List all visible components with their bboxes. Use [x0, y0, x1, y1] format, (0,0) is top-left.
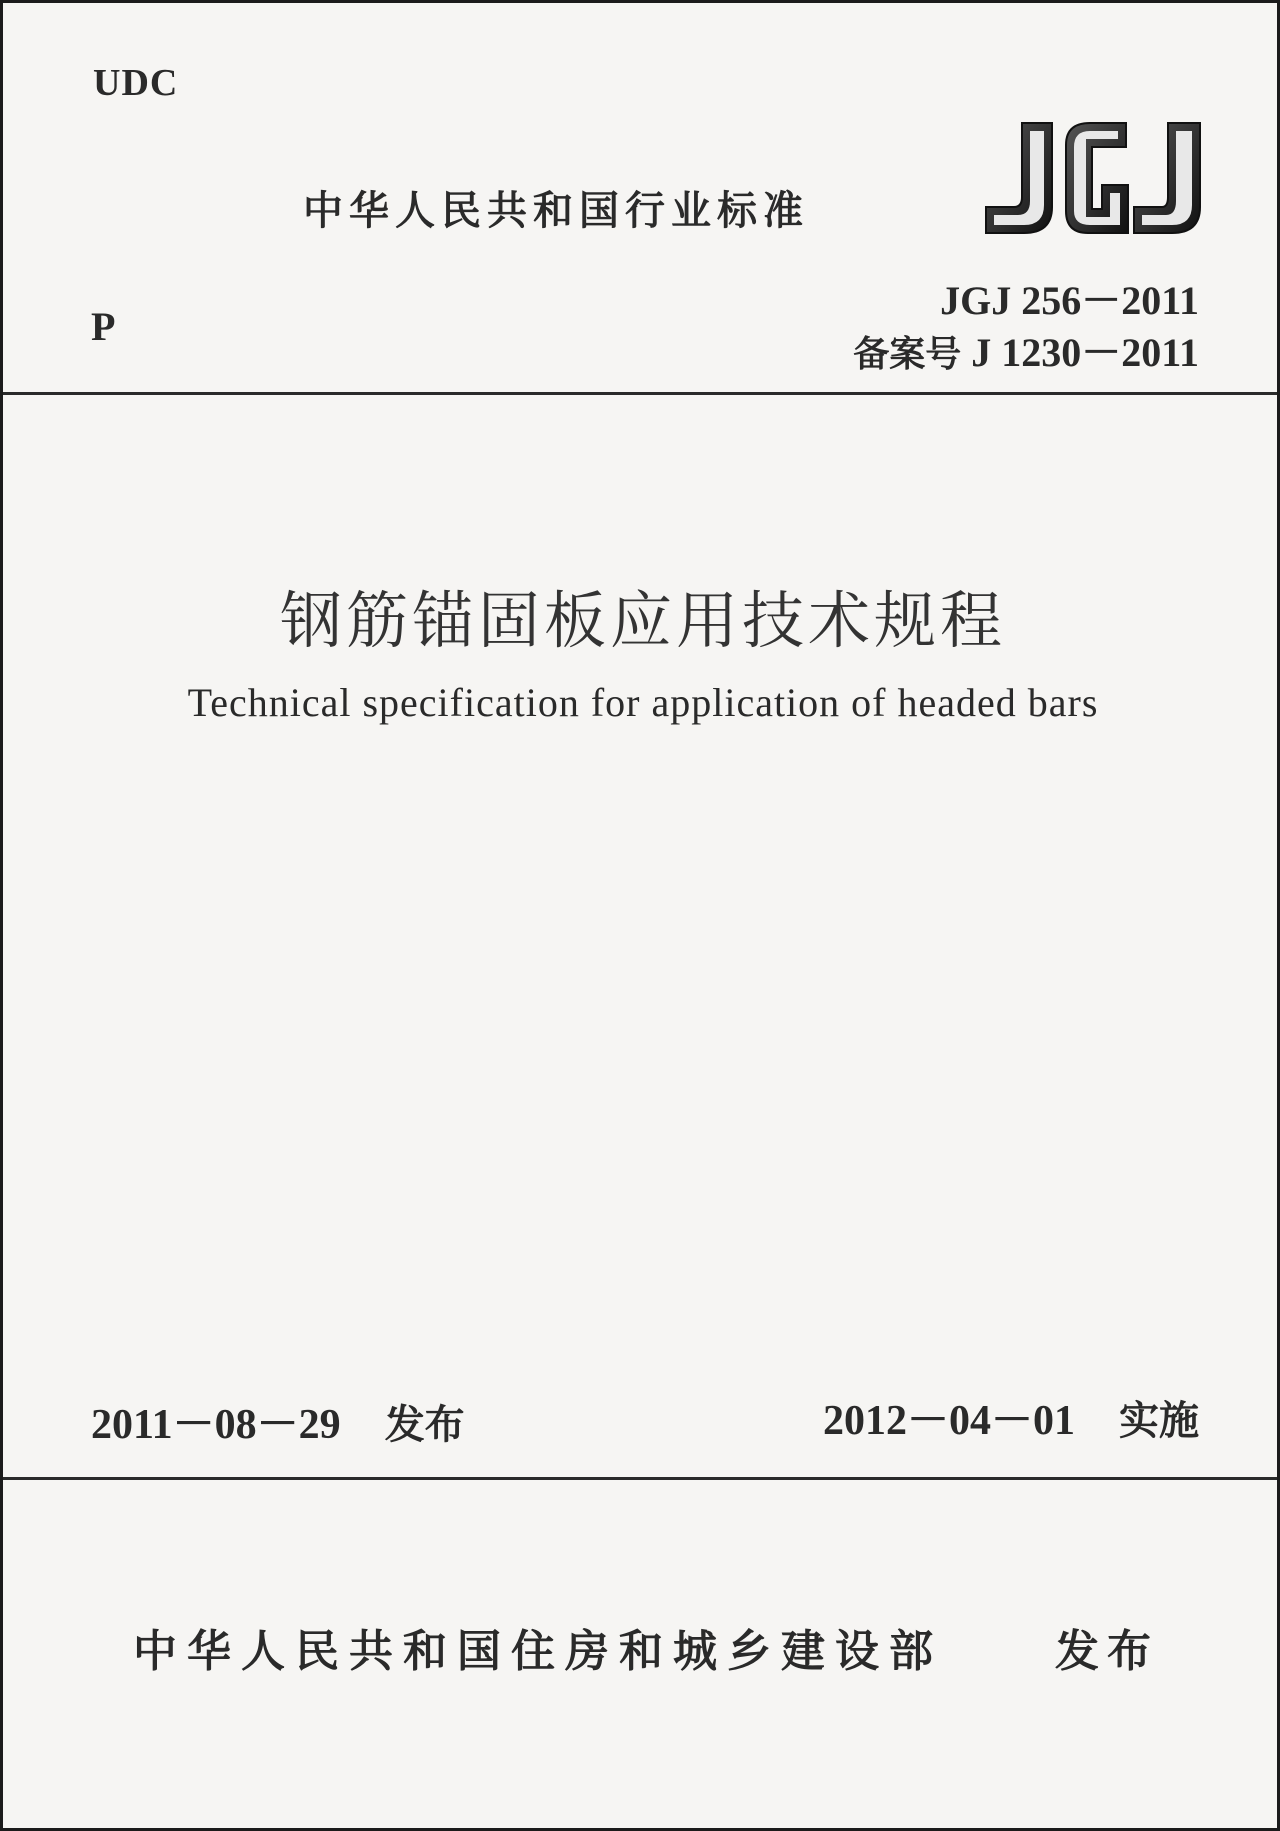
top-divider [3, 392, 1277, 395]
implementation-date-line [823, 1387, 1199, 1447]
record-label: 备案号 [853, 334, 962, 375]
issue-word: 发布 [384, 1402, 465, 1448]
bottom-divider [3, 1477, 1277, 1480]
udc-label: UDC [93, 62, 179, 104]
standard-number: JGJ 256－2011 [940, 278, 1199, 323]
issue-date-line [91, 1391, 465, 1451]
industry-standard-heading: 中华人民共和国行业标准 [303, 188, 809, 234]
publisher-action: 发布 [1055, 1626, 1159, 1677]
record-number-value: J 1230－2011 [971, 330, 1199, 375]
document-title-chinese: 钢筋锚固板应用技术规程 [279, 584, 1006, 657]
implementation-date: 2012－04－01 [822, 1398, 1075, 1444]
implementation-word: 实施 [1119, 1398, 1199, 1444]
jgj-logo [978, 115, 1210, 243]
issue-date: 2011－08－29 [91, 1402, 341, 1448]
record-number [853, 321, 1199, 378]
classification-label: P [91, 304, 116, 349]
logo-text: JGJ [978, 115, 980, 116]
document-title-english: Technical specification for application of headed bars [187, 680, 1099, 725]
publisher-name: 中华人民共和国住房和城乡建设部 [133, 1626, 943, 1677]
